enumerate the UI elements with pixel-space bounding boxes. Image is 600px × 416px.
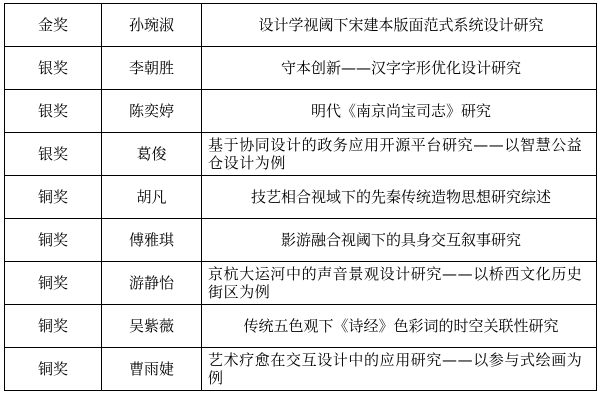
table-row bbox=[5, 47, 597, 90]
winner-name: 葛俊 bbox=[102, 133, 202, 176]
project-title: 守本创新——汉字字形优化设计研究 bbox=[202, 47, 597, 90]
winner-name: 吴紫薇 bbox=[102, 305, 202, 348]
winner-name: 李朝胜 bbox=[102, 47, 202, 90]
table-row bbox=[5, 4, 597, 47]
award-level: 银奖 bbox=[5, 133, 102, 176]
award-level: 铜奖 bbox=[5, 176, 102, 219]
table-row bbox=[5, 262, 597, 305]
project-title: 京杭大运河中的声音景观设计研究——以桥西文化历史街区为例 bbox=[202, 262, 597, 305]
award-level: 铜奖 bbox=[5, 219, 102, 262]
table-row bbox=[5, 348, 597, 391]
winner-name: 胡凡 bbox=[102, 176, 202, 219]
project-title: 技艺相合视域下的先秦传统造物思想研究综述 bbox=[202, 176, 597, 219]
award-level: 铜奖 bbox=[5, 262, 102, 305]
award-table bbox=[4, 3, 597, 391]
project-title: 传统五色观下《诗经》色彩词的时空关联性研究 bbox=[202, 305, 597, 348]
award-level: 铜奖 bbox=[5, 305, 102, 348]
project-title: 设计学视阈下宋建本版面范式系统设计研究 bbox=[202, 4, 597, 47]
table-row bbox=[5, 133, 597, 176]
winner-name: 陈奕婷 bbox=[102, 90, 202, 133]
award-level: 铜奖 bbox=[5, 348, 102, 391]
table-row bbox=[5, 176, 597, 219]
project-title: 影游融合视阈下的具身交互叙事研究 bbox=[202, 219, 597, 262]
winner-name: 孙琬淑 bbox=[102, 4, 202, 47]
award-level: 金奖 bbox=[5, 4, 102, 47]
award-level: 银奖 bbox=[5, 90, 102, 133]
award-level: 银奖 bbox=[5, 47, 102, 90]
table-row bbox=[5, 90, 597, 133]
table-row bbox=[5, 219, 597, 262]
winner-name: 曹雨婕 bbox=[102, 348, 202, 391]
project-title: 基于协同设计的政务应用开源平台研究——以智慧公益仓设计为例 bbox=[202, 133, 597, 176]
project-title: 艺术疗愈在交互设计中的应用研究——以参与式绘画为例 bbox=[202, 348, 597, 391]
winner-name: 傅雅琪 bbox=[102, 219, 202, 262]
table-row bbox=[5, 305, 597, 348]
project-title: 明代《南京尚宝司志》研究 bbox=[202, 90, 597, 133]
winner-name: 游静怡 bbox=[102, 262, 202, 305]
